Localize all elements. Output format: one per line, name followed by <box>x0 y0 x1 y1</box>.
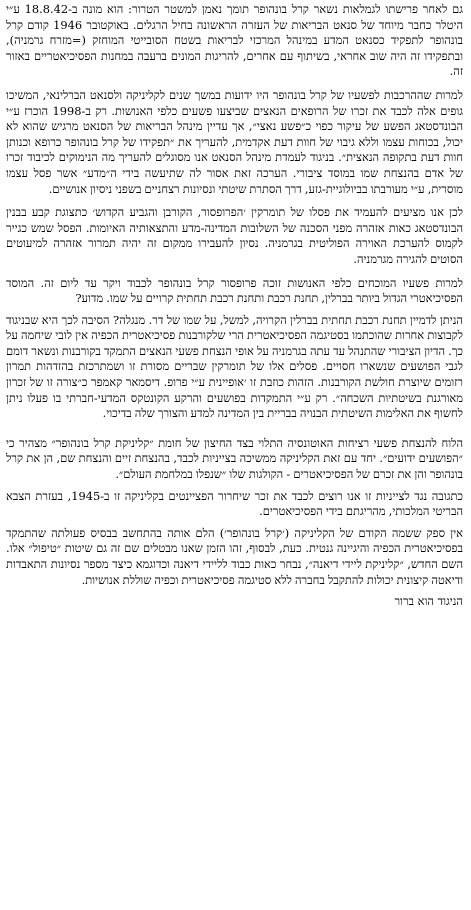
paragraph-2: למרות שההרכבות לפשעיו של קרל בונהופר היו ידועות במשך שנים לקליניקה ולסנאט הברלינאי, המשיכו גופים אלה לכבד את זכרו של הרופאים הנאצים שביצעו פשעים כלפי האנושות. רק ב-1998 הוכרז ע״י הבונדסטאג הפשע של עיקור כפוי כ״פשע נאצי״, אך עדיין מינהל הבריאות של הסנאט מרגיש שהוא לא יכול, בכוחות עצמו וללא גיבוי של חוות דעת אקדמית, להעריך את ״תפקידו של קרל בונהופר כרופא וכנותן חוות דעת בתקופה הנאצית״. בניגוד לעמדת מינהל הסנאט אנו מסוגלים להעריך מה הנימוקים לכיבוד זכרו של אדם בהנצחת שמו במוסד ציבורי. הערכה זאת אסור לה שתיעשה בידי ה״מדע״ אשר פסל עצמו מוסרית, ע״י מעורבתו בביולוגיית-גזע, דרך הסתרת שיטתי ונסיונות רצחניים בשפני ניסיון אנושיים. <box>6 87 463 196</box>
closing-line: הניגוד הוא ברור <box>394 594 463 609</box>
paragraph-7: כתגובה נגד לצייניות זו אנו רוצים לכבד את זכר שיחרור הפציינטים בקליניקה זו ב-1945, בעזרת הצבא הבריטי המלכותי, מהריגתם בידי הפסיכיאטרים. <box>6 488 463 519</box>
paragraph-8: אין ספק ששמה הקודם של הקליניקה (׳קרל בונהופר׳) הלם אותה בהתחשב בבסיס פעולתה שהתמקד בפסיכיאטרית הכפיה והיגיינה גנטית. כעת, לבסוף, זהו הזמן שאנו מבטלים שם זה גם שיטות ״טיפול״ אלו. השם החדש, ״קליניקת ליידי דיאנה״, נבחר כאות כבוד לליידי דיאנה וכדוגמא כיצד מספר נסיונות התאבדות ודיאטה קיצונית יכולות להתקבל בחברה ללא סטיגמה פסיכיאטרית וכפיה שוללת אנושיות. <box>6 525 463 587</box>
paragraph-6: הלוח להנצחת פשעי רציחות האוטונסיה התלוי בצד החיצון של חומת ״קליניקת קרל בונהופר״ מצהיר כי ״הפושעים ידועים״. יחד עם זאת הקליניקה ממשיכה בצייניות לכבד, בהנצחת זיים והנצחת שם, הן את קרל בונהופר והן את זכרם של הפסיכיאטרים - הקולגות שלו ״שנפלו במלחמת העולם״. <box>6 435 463 482</box>
paragraph-3: לכן אנו מציעים להעמיד את פסלו של תומרקין ׳הפרופסור, הקורבן והגביע הקדוש׳ כתצוגת קבע בבנין הבונדסטאג כאות אזהרה מפני הסכנה של השלובות המדינה-מדע והתצאותיה האיומות. הפסל שמש כגייר לקמוס להערכת האוירה הפוליטית בגרמניה. נסיון להעבירו ממקום זה יהיה תמרור אזהרה למיעוטים הסוטים להגירה מגרמניה. <box>6 205 463 266</box>
paragraph-1: גם לאחר פרישתו לגמלאות נשאר קרל בונהופר תומך נאמן למשטר הטרור: הוא מונה ב-18.8.42 ע״י היטלר כחבר מיוחד של סנאט הבריאות של העזרה הראשונה בחיל הרגלים. באוקטובר 1946 קודם קרל בונהופר לתפקיד כסנאט המדע במינהל המרכזי לבריאות בשטח הסובייטי המוחזק (=מזרח גרמניה), ובתפקידו זה היה שוב אחראי, בשיתוף עם אחרים, להריגות המונים ברעבה במחנות הפסיכיאטריים באזור זה. <box>6 2 464 79</box>
paragraph-5: הניתן לדמיין תחנת רכבת תחתית בברלין הקרויה, למשל, על שמו של דר. מנגלה? הסיבה לכך היא שבניגוד לקבוצות אחרות שהוכתמו בסטיגמה הפסיכיאטרית הרי שלקורבנות פסיכיאטרית הכפיה אין לובי שיחמה על כך. הדיון הציבורי שהתנהל עד עתה בגרמניה על אופי הנצחת פשעי הנאצים התמקד בקורבנות ונשאר דומם לגבי הפושעים שנשארו חסויים. פסלים אלו של תומרקין שבריים מסורת זו ושמתרכזת בהזדהות תמרון רזומים שיוצרת חולשת הקורבנות. הזהות כוזבת זו ׳אופיינית ע״י פרופ. דיסמאר קאמפר כ״צורה זו של זכרון מאורגנת בשיטתיות השכחה״. רק ע״י התמקדות בפושעים והרקע הקונטקס המדעי-חברתי בו פעלו ניתן לחשוף את האלימות השיטתית הבנויה בבריית בין המדינה למדע והצורך שלה בדיכוי. <box>6 312 463 421</box>
paragraph-4: למרות פשעיו המוכחים כלפי האנושות זוכה פרופסור קרל בונהופר לכבוד ויקר עד ליום זה. המוסד הפסיכיאטרי הגדול ביותר בברלין, תחנת רכבת ותחנת רכבת תחתית קרויים על שמו. מדוע? <box>6 275 463 306</box>
